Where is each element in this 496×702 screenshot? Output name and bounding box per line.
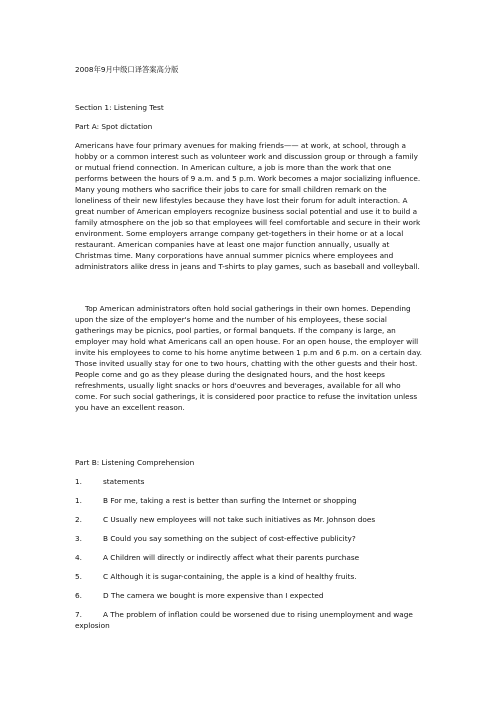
item-text: A The problem of inflation could be worsened due to rising unemployment and wage explosion [75, 610, 413, 630]
list-item [75, 590, 425, 601]
item-number: 7. [75, 610, 82, 619]
item-text: A Children will directly or indirectly affect what their parents purchase [103, 553, 360, 562]
dictation-paragraph-2-text: Top American administrators often hold social gatherings in their own homes. Depending upon the size of the employer's home and the number of his employees, these social gatherings may be picnics, pool parties, or formal banquets. If the company is large, an employer may hold what Americans call an open house. For an open house, the employer will invite his employees to come to his home anytime between 1 p.m and 6 p.m. on a certain day. Those invited usually stay for one to two hours, chatting with the other guests and their host. People come and go as they please during the designated hours, and the host keeps refreshments, usually light snacks or hors d'oeuvres and beverages, available for all who come. For such social gatherings, it is considered poor practice to refuse the invitation unless you have an excellent reason. [75, 304, 422, 412]
item-text: B Could you say something on the subject of cost-effective publicity? [103, 534, 356, 543]
item-text: D The camera we bought is more expensive than I expected [103, 591, 324, 600]
item-number: 1. [75, 477, 82, 486]
list-item [75, 495, 425, 506]
list-item [75, 514, 425, 525]
item-number: 5. [75, 572, 82, 581]
item-number: 3. [75, 534, 82, 543]
dictation-paragraph-1: Americans have four primary avenues for making friends—— at work, at school, through a hobby or a common interest such as volunteer work and discussion group or through a family or mutual friend connection. In American culture, a job is more than the work that one performs between the hours of 9 a.m. and 5 p.m. Work becomes a major socializing influence. Many young mothers who sacrifice their jobs to care for small children remark on the loneliness of their new lifestyles because they have lost their forum for adult interaction. A great number of American employers recognize business social potential and use it to build a family atmosphere on the job so that employees will feel comfortable and secure in their work environment. Some employers arrange company get-togethers in their home or at a local restaurant. American companies have at least one major function annually, usually at Christmas time. Many corporations have annual summer picnics where employees and administrators alike dress in jeans and T-shirts to play games, such as baseball and volleyball. [75, 141, 421, 271]
item-number: 1. [75, 496, 82, 505]
part-b-heading: Part B: Listening Comprehension [75, 458, 195, 467]
part-a-heading: Part A: Spot dictation [75, 122, 153, 131]
document-title: 2008年9月中级口译答案高分版 [75, 65, 179, 74]
list-item [75, 552, 425, 563]
list-item [75, 533, 425, 544]
item-text: C Usually new employees will not take such initiatives as Mr. Johnson does [103, 515, 376, 524]
item-text: C Although it is sugar-containing, the apple is a kind of healthy fruits. [103, 572, 357, 581]
item-number: 6. [75, 591, 82, 600]
list-item [75, 609, 425, 631]
item-text: B For me, taking a rest is better than surfing the Internet or shopping [103, 496, 357, 505]
dictation-paragraph-2 [75, 303, 425, 413]
section-heading: Section 1: Listening Test [75, 103, 164, 112]
item-number: 4. [75, 553, 82, 562]
item-text: statements [103, 477, 145, 486]
item-number: 2. [75, 515, 82, 524]
list-item [75, 571, 425, 582]
list-item [75, 476, 425, 487]
